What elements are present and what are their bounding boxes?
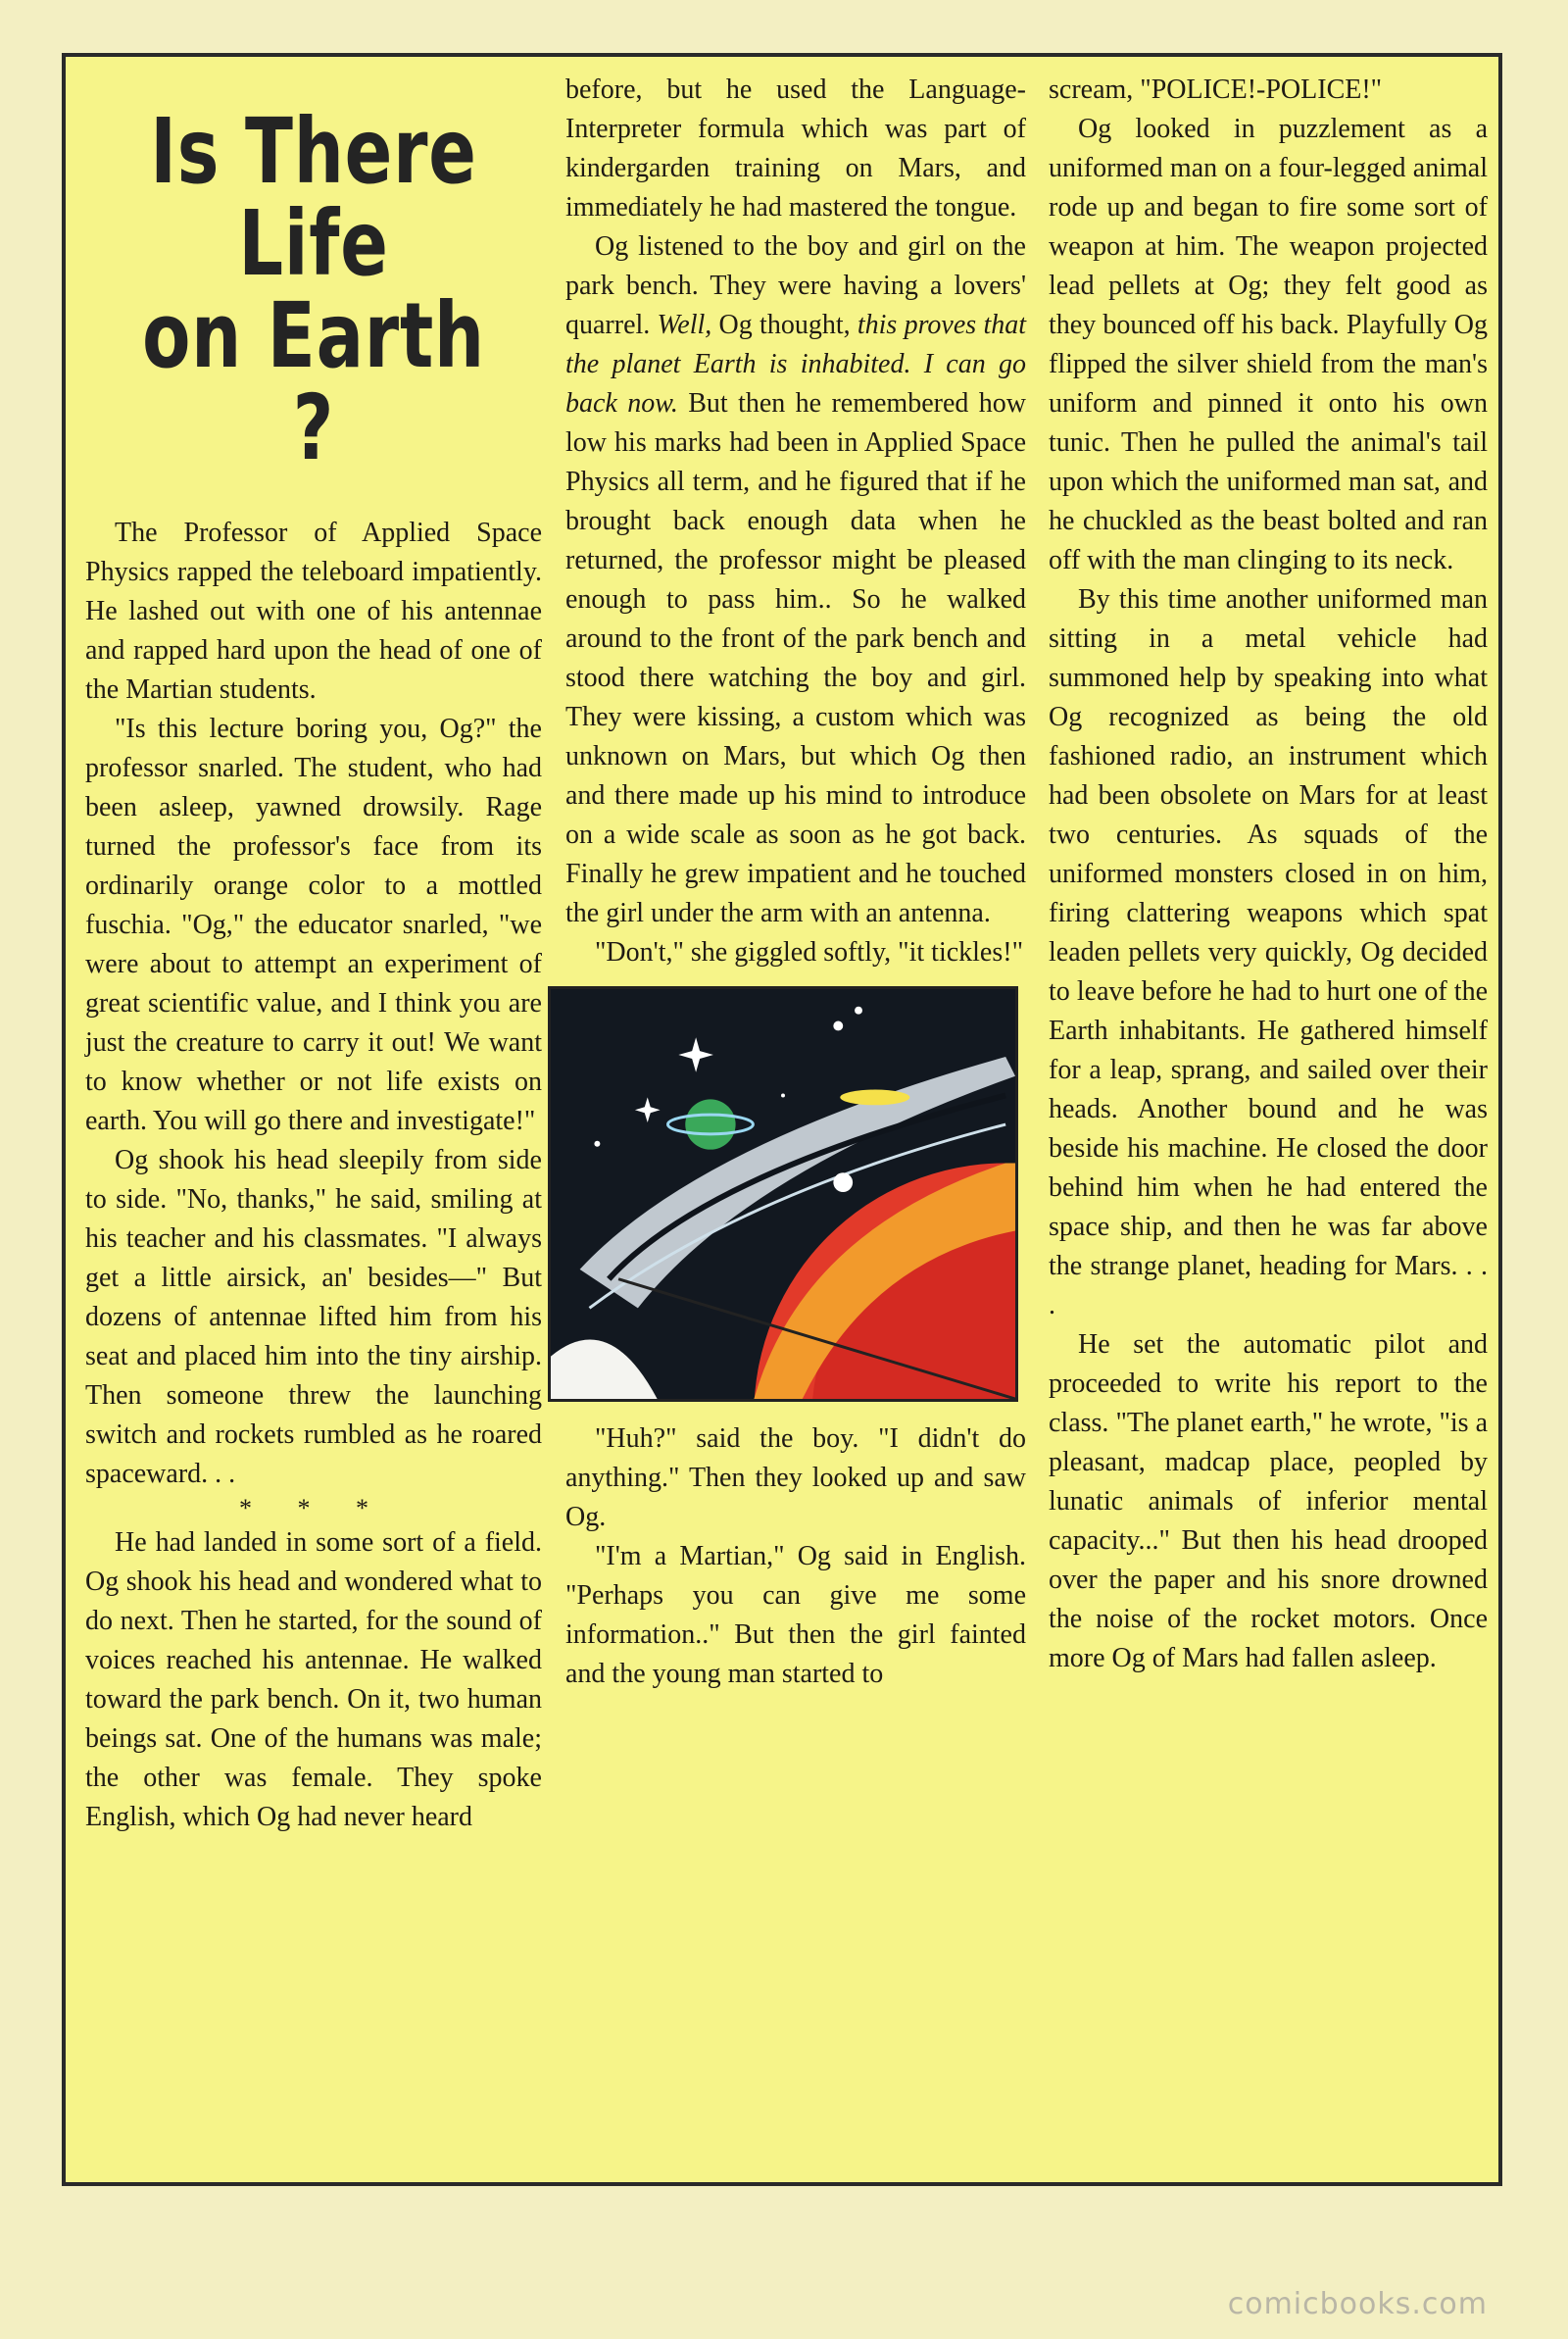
paragraph: "Don't," she giggled softly, "it tickles!" [595, 937, 1024, 968]
column-3 [1049, 71, 1488, 1678]
text-run: Og listened to the boy and girl on the park bench. They were having a lovers' quarrel. [565, 231, 1026, 340]
paragraph: before, but he used the Language-Interpreter formula which was part of kindergarden training on Mars, and immediately he had mastered the tongue. [565, 75, 1026, 223]
paragraph: "I'm a Martian," Og said in English. "Perhaps you can give me some information.." But then the girl fainted and the young man started to [565, 1541, 1026, 1689]
paragraph: The Professor of Applied Space Physics rapped the teleboard impatiently. He lashed out with one of his antennae and rapped hard upon the head of one of the Martian students. [85, 518, 542, 705]
paragraph: He set the automatic pilot and proceeded to write his report to the class. "The planet earth," he wrote, "is a pleasant, madcap place, peopled by lunatic animals of inferior mental capacity..." But then his head drooped over the paper and his snore drowned the noise of the rocket motors. Once more Og of Mars had fallen asleep. [1049, 1329, 1488, 1673]
story-title [135, 99, 491, 480]
italic-text: this proves that the planet Earth is inhabited. I can go back now. [565, 310, 1026, 419]
paragraph: Og shook his head sleepily from side to side. "No, thanks," he said, smiling at his teacher and his classmates. "I always get a little airsick, an' besides—" But dozens of antennae lifted him from his seat and placed him into the tiny airship. Then someone threw the launching switch and rockets rumbled as he roared spaceward. . . [85, 1145, 542, 1489]
text-run: Og thought, [711, 310, 858, 340]
paragraph: By this time another uniformed man sitting in a metal vehicle had summoned help by speaking into what Og recognized as being the old fashioned radio, an instrument which had been obsolete on Mars for at least two centuries. As squads of the uniformed monsters closed in on him, firing clattering weapons which spat leaden pellets very quickly, Og decided to leave before he had to hurt one of the Earth inhabitants. He gathered himself for a leap, sprang, and sailed over their heads. Another bound and he was beside his machine. He closed the door behind him when he had entered the space ship, and then he was far above the strange planet, heading for Mars. . . . [1049, 584, 1488, 1320]
paragraph: scream, "POLICE!-POLICE!" [1049, 75, 1383, 105]
text-run: But then he remembered how low his marks had been in Applied Space Physics all term, and he figured that if he brought back enough data when he returned, the professor might be pleased enough to pass him.. So he walked around to the front of the park bench and stood there watching the boy and girl. They were kissing, a custom which was unknown on Mars, but which Og then and there made up his mind to introduce on a wide scale as soon as he got back. Finally he grew impatient and he touched the girl under the arm with an antenna. [565, 388, 1026, 928]
section-separator: * * * [239, 1494, 388, 1522]
planet-illustration-svg [551, 989, 1015, 1399]
paragraph [565, 227, 1026, 933]
column-2 [565, 71, 1026, 1694]
title-line-2: on Earth ? [142, 283, 485, 480]
space-illustration [548, 986, 1018, 1402]
italic-text: Well, [657, 310, 712, 340]
paragraph: "Huh?" said the boy. "I didn't do anything." Then they looked up and saw Og. [565, 1423, 1026, 1532]
flying-saucer [840, 1090, 909, 1106]
paragraph: He had landed in some sort of a field. Og shook his head and wondered what to do next. Then he started, for the sound of voices reached his antennae. He walked toward the park bench. On it, two human beings sat. One of the humans was male; the other was female. They spoke English, which Og had never heard [85, 1527, 542, 1832]
small-planet [685, 1099, 735, 1149]
paragraph: Og looked in puzzlement as a uniformed man on a four-legged animal rode up and began to fire some sort of weapon at him. The weapon projected lead pellets at Og; they felt good as they bounced off his back. Playfully Og flipped the silver shield from the man's uniform and pinned it onto his own tunic. Then he pulled the animal's tail upon which the uniformed man sat, and he chuckled as the beast bolted and ran off with the man clinging to its neck. [1049, 114, 1488, 575]
paragraph: "Is this lecture boring you, Og?" the professor snarled. The student, who had been asleep, yawned drowsily. Rage turned the professor's face from its ordinarily orange color to a mottled fuschia. "Og," the educator snarled, "we were about to attempt an experiment of great scientific value, and I think you are just the creature to carry it out! We want to know whether or not life exists on earth. You will go there and investigate!" [85, 714, 542, 1136]
title-line-1: Is There Life [150, 99, 477, 296]
story-panel [62, 53, 1502, 2186]
column-1 [85, 57, 542, 1837]
site-watermark: comicbooks.com [1227, 2287, 1488, 2321]
